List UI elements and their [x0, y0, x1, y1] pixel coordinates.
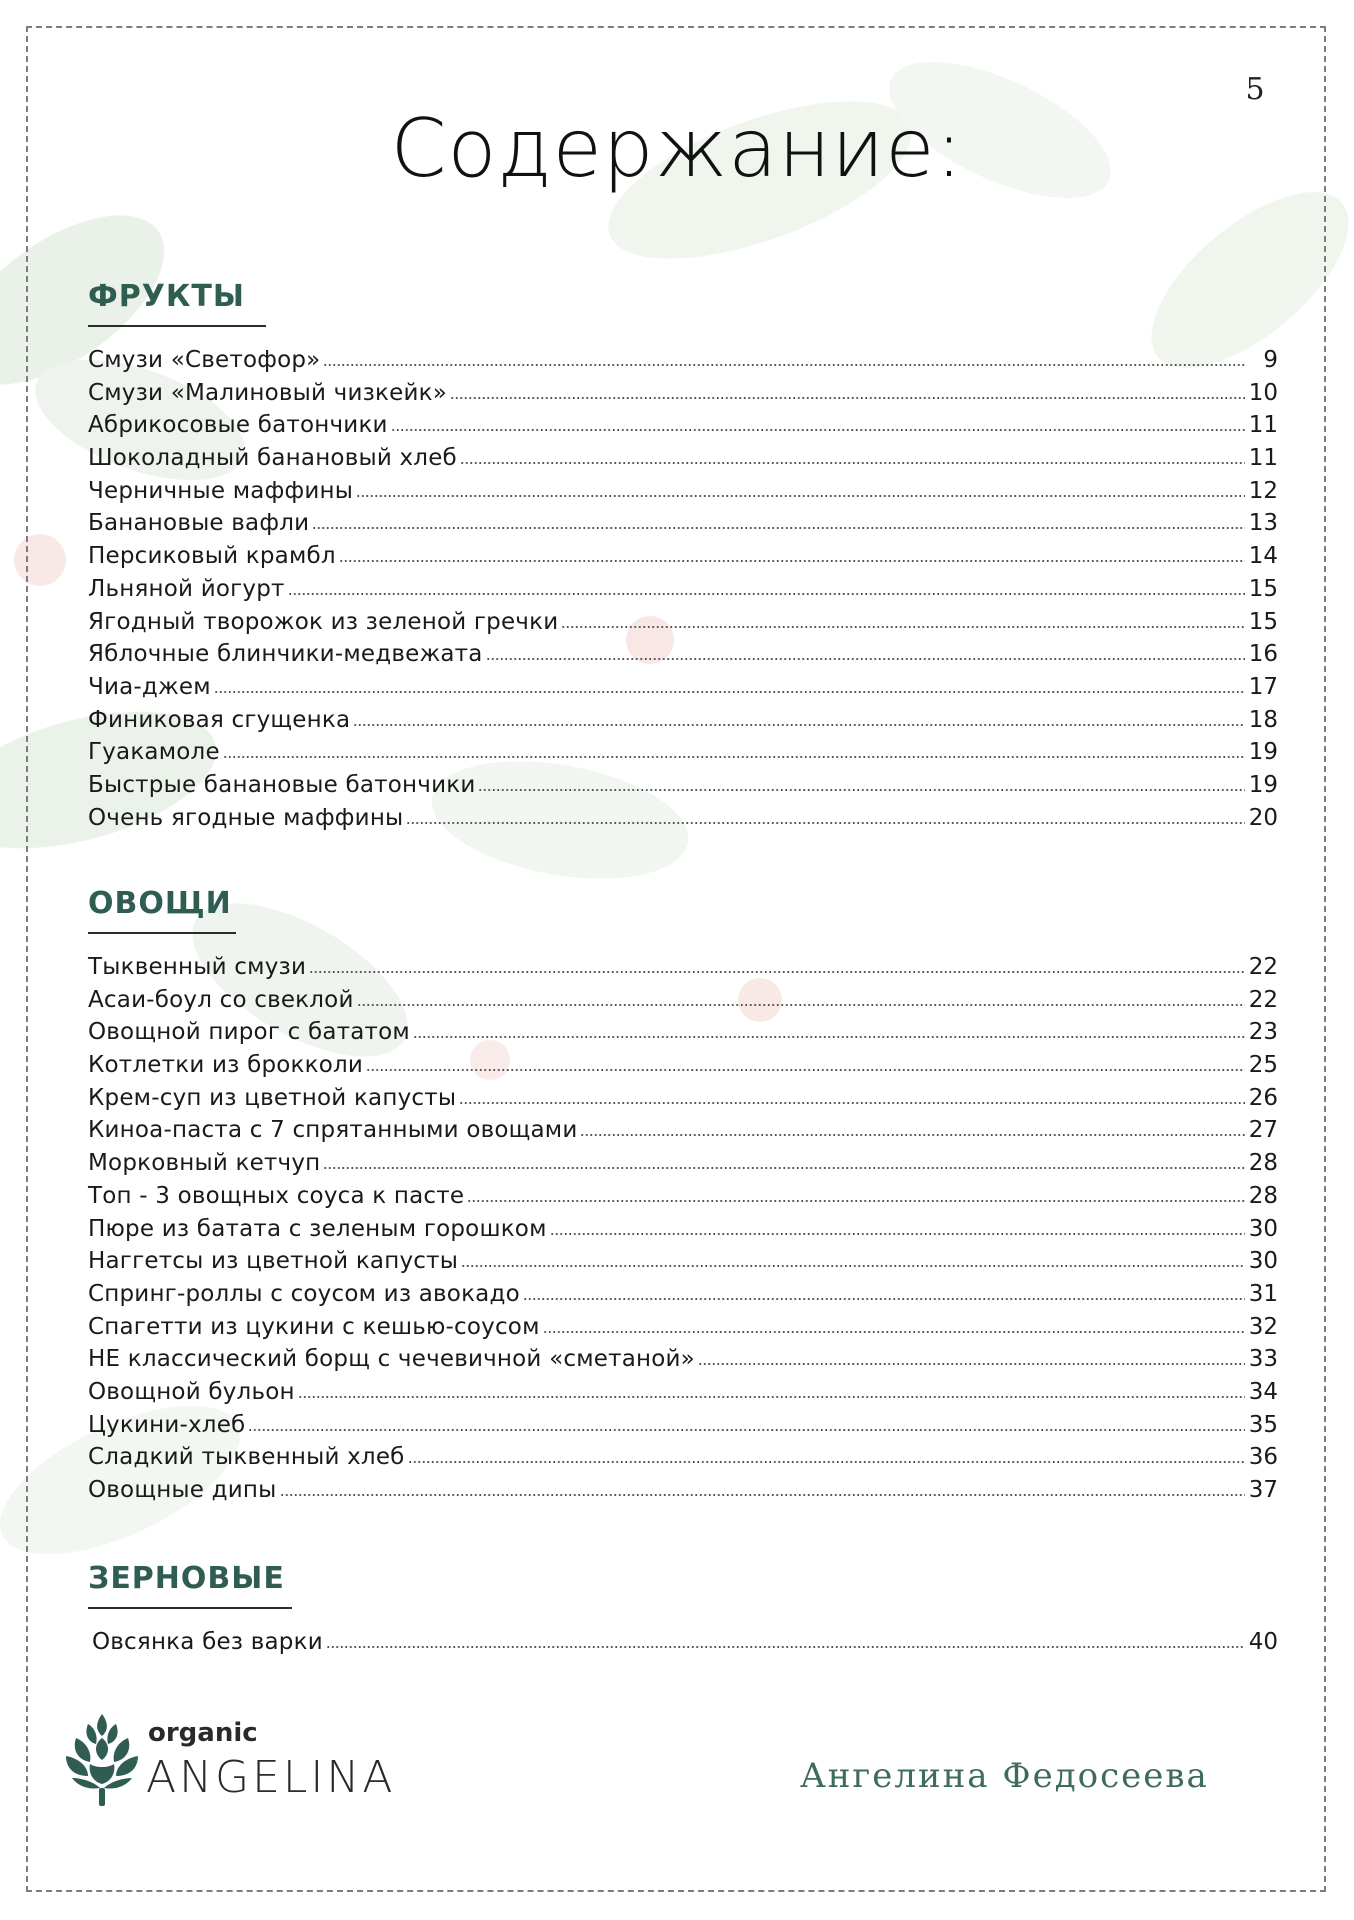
toc-entry[interactable]: [88, 1147, 1278, 1180]
dot-leader: [478, 770, 1245, 792]
toc-entry-page: 23: [1248, 1019, 1278, 1046]
toc-entry-page: 11: [1248, 412, 1278, 439]
dot-leader: [339, 541, 1245, 563]
toc-entry[interactable]: [88, 573, 1278, 606]
toc-entry-title: Быстрые банановые батончики: [88, 771, 476, 798]
toc-list: [88, 951, 1278, 1507]
section-divider: [88, 1607, 292, 1609]
dot-leader: [326, 1627, 1245, 1649]
dot-leader: [461, 1246, 1245, 1268]
toc-entry-page: 31: [1248, 1280, 1278, 1307]
toc-entry-title: Киноа-паста с 7 спрятанными овощами: [88, 1117, 578, 1144]
dot-leader: [467, 1181, 1245, 1203]
toc-entry[interactable]: [88, 704, 1278, 737]
toc-entry-title: Спринг-роллы с соусом из авокадо: [88, 1280, 520, 1307]
toc-entry-page: 18: [1248, 706, 1278, 733]
toc-entry-title: Овощной пирог с бататом: [88, 1019, 410, 1046]
toc-entry[interactable]: [92, 1626, 1278, 1659]
toc-entry-title: Овсянка без варки: [92, 1629, 323, 1655]
toc-entry[interactable]: [88, 736, 1278, 769]
toc-entry-page: 26: [1248, 1084, 1278, 1111]
toc-entry[interactable]: [88, 1082, 1278, 1115]
toc-entry[interactable]: [88, 409, 1278, 442]
toc-entry[interactable]: [88, 1311, 1278, 1344]
toc-entry-title: Смузи «Малиновый чизкейк»: [88, 379, 447, 406]
toc-entry-page: 12: [1248, 477, 1278, 504]
section-fruits: [88, 278, 1278, 834]
brand-organic-text: organic: [148, 1718, 258, 1748]
toc-entry-title: Ягодный творожок из зеленой гречки: [88, 608, 559, 635]
dot-leader: [580, 1115, 1245, 1137]
toc-entry[interactable]: [88, 1441, 1278, 1474]
toc-entry-page: 17: [1248, 673, 1278, 700]
toc-entry-title: Крем-суп из цветной капусты: [88, 1084, 457, 1111]
toc-entry-title: Смузи «Светофор»: [88, 347, 321, 373]
dot-leader: [408, 1442, 1245, 1464]
toc-entry-page: 28: [1248, 1182, 1278, 1209]
toc-entry-title: Финиковая сгущенка: [88, 706, 351, 733]
page-title: Содержание:: [390, 102, 964, 195]
brand-name-text: ANGELINA: [146, 1752, 396, 1803]
toc-entry-title: Топ - 3 овощных соуса к пасте: [88, 1182, 465, 1209]
toc-entry-page: 35: [1248, 1411, 1278, 1438]
section-vegetables: [88, 885, 1278, 1507]
toc-entry[interactable]: [88, 540, 1278, 573]
dot-leader: [312, 508, 1245, 530]
dot-leader: [280, 1475, 1245, 1497]
dot-leader: [353, 705, 1245, 727]
toc-entry-page: 11: [1248, 445, 1278, 472]
toc-entry-title: Тыквенный смузи: [88, 954, 307, 980]
dot-leader: [223, 737, 1245, 759]
toc-entry-page: 30: [1248, 1248, 1278, 1275]
toc-entry-page: 40: [1248, 1629, 1278, 1655]
dot-leader: [323, 1148, 1245, 1170]
section-heading: ФРУКТЫ: [88, 279, 245, 314]
toc-entry[interactable]: [88, 1049, 1278, 1082]
toc-entry[interactable]: [88, 1278, 1278, 1311]
dot-leader: [288, 574, 1245, 596]
toc-entry-page: 14: [1248, 543, 1278, 570]
dot-leader: [391, 410, 1245, 432]
toc-entry-title: Сладкий тыквенный хлеб: [88, 1444, 405, 1471]
toc-entry[interactable]: [88, 1409, 1278, 1442]
author-name: Ангелина Федосеева: [800, 1756, 1209, 1796]
toc-entry-title: Яблочные блинчики-медвежата: [88, 641, 483, 668]
toc-entry-page: 28: [1248, 1150, 1278, 1177]
toc-list: [88, 344, 1278, 834]
toc-entry-title: Овощной бульон: [88, 1378, 295, 1405]
dot-leader: [248, 1410, 1245, 1432]
dot-leader: [366, 1050, 1245, 1072]
toc-entry[interactable]: [88, 1213, 1278, 1246]
section-divider: [88, 932, 236, 934]
toc-entry[interactable]: [88, 769, 1278, 802]
toc-entry[interactable]: [88, 475, 1278, 508]
dot-leader: [486, 639, 1245, 661]
section-divider: [88, 325, 266, 327]
dot-leader: [323, 345, 1245, 367]
page-number: 5: [1245, 72, 1265, 107]
toc-entry-page: 27: [1248, 1117, 1278, 1144]
toc-entry[interactable]: [88, 344, 1278, 377]
toc-entry-page: 34: [1248, 1378, 1278, 1405]
dot-leader: [698, 1344, 1245, 1366]
toc-entry-title: Гуакамоле: [88, 739, 220, 766]
toc-entry-page: 30: [1248, 1215, 1278, 1242]
toc-entry[interactable]: [88, 1376, 1278, 1409]
toc-entry-title: Шоколадный банановый хлеб: [88, 445, 457, 472]
toc-entry[interactable]: [88, 442, 1278, 475]
toc-entry-page: 36: [1248, 1444, 1278, 1471]
dot-leader: [298, 1377, 1245, 1399]
dot-leader: [550, 1214, 1245, 1236]
dot-leader: [460, 443, 1245, 465]
toc-entry[interactable]: [88, 1474, 1278, 1507]
toc-entry-page: 37: [1248, 1477, 1278, 1503]
toc-entry-page: 33: [1248, 1346, 1278, 1373]
toc-entry[interactable]: [88, 507, 1278, 540]
toc-entry-page: 19: [1248, 739, 1278, 766]
toc-entry[interactable]: [88, 1114, 1278, 1147]
toc-entry-page: 16: [1248, 641, 1278, 668]
dot-leader: [309, 952, 1245, 974]
dot-leader: [356, 476, 1245, 498]
toc-entry[interactable]: [88, 802, 1278, 835]
dot-leader: [214, 672, 1245, 694]
toc-entry-title: Черничные маффины: [88, 477, 354, 504]
toc-entry-title: Персиковый крамбл: [88, 543, 336, 570]
toc-entry[interactable]: [88, 671, 1278, 704]
toc-entry-title: Абрикосовые батончики: [88, 412, 388, 439]
toc-entry-page: 15: [1248, 575, 1278, 602]
toc-entry-title: Льняной йогурт: [88, 575, 285, 602]
section-grains: [88, 1560, 1278, 1659]
toc-entry-title: Чиа-джем: [88, 673, 211, 700]
toc-entry-page: 22: [1248, 986, 1278, 1013]
toc-entry[interactable]: [88, 1016, 1278, 1049]
toc-entry-page: 13: [1248, 510, 1278, 537]
artichoke-icon: [62, 1712, 142, 1808]
toc-entry-page: 9: [1263, 347, 1278, 373]
dot-leader: [413, 1017, 1245, 1039]
toc-entry-title: НЕ классический борщ с чечевичной «сметаной»: [88, 1346, 695, 1373]
toc-entry-title: Цукини-хлеб: [88, 1411, 246, 1438]
brand-logo: [62, 1712, 422, 1812]
toc-entry[interactable]: [88, 638, 1278, 671]
toc-entry-title: Овощные дипы: [88, 1477, 277, 1503]
toc-entry-title: Спагетти из цукини с кешью-соусом: [88, 1313, 540, 1340]
dot-leader: [450, 378, 1245, 400]
toc-entry[interactable]: [88, 606, 1278, 639]
toc-entry-page: 25: [1248, 1052, 1278, 1079]
section-heading: ЗЕРНОВЫЕ: [88, 1561, 285, 1596]
dot-leader: [523, 1279, 1245, 1301]
section-heading: ОВОЩИ: [88, 886, 232, 921]
toc-entry-title: Очень ягодные маффины: [88, 804, 404, 831]
dot-leader: [406, 803, 1245, 825]
toc-entry[interactable]: [88, 1245, 1278, 1278]
toc-entry-page: 32: [1248, 1313, 1278, 1340]
dot-leader: [459, 1083, 1245, 1105]
toc-entry-title: Морковный кетчуп: [88, 1150, 321, 1177]
toc-entry[interactable]: [88, 951, 1278, 984]
toc-entry-page: 19: [1248, 771, 1278, 798]
dot-leader: [561, 607, 1245, 629]
toc-entry[interactable]: [88, 984, 1278, 1017]
toc-entry-page: 10: [1248, 379, 1278, 406]
toc-entry-page: 15: [1248, 608, 1278, 635]
toc-entry-title: Банановые вафли: [88, 510, 310, 537]
toc-entry-title: Пюре из батата с зеленым горошком: [88, 1215, 547, 1242]
toc-list: [88, 1626, 1278, 1659]
toc-entry-page: 22: [1248, 954, 1278, 980]
dot-leader: [357, 985, 1245, 1007]
dot-leader: [543, 1312, 1245, 1334]
toc-entry-title: Наггетсы из цветной капусты: [88, 1248, 459, 1275]
toc-entry[interactable]: [88, 377, 1278, 410]
toc-entry-page: 20: [1248, 804, 1278, 831]
toc-entry[interactable]: [88, 1180, 1278, 1213]
toc-entry-title: Котлетки из брокколи: [88, 1052, 364, 1079]
toc-entry-title: Асаи-боул со свеклой: [88, 986, 354, 1013]
toc-entry[interactable]: [88, 1343, 1278, 1376]
